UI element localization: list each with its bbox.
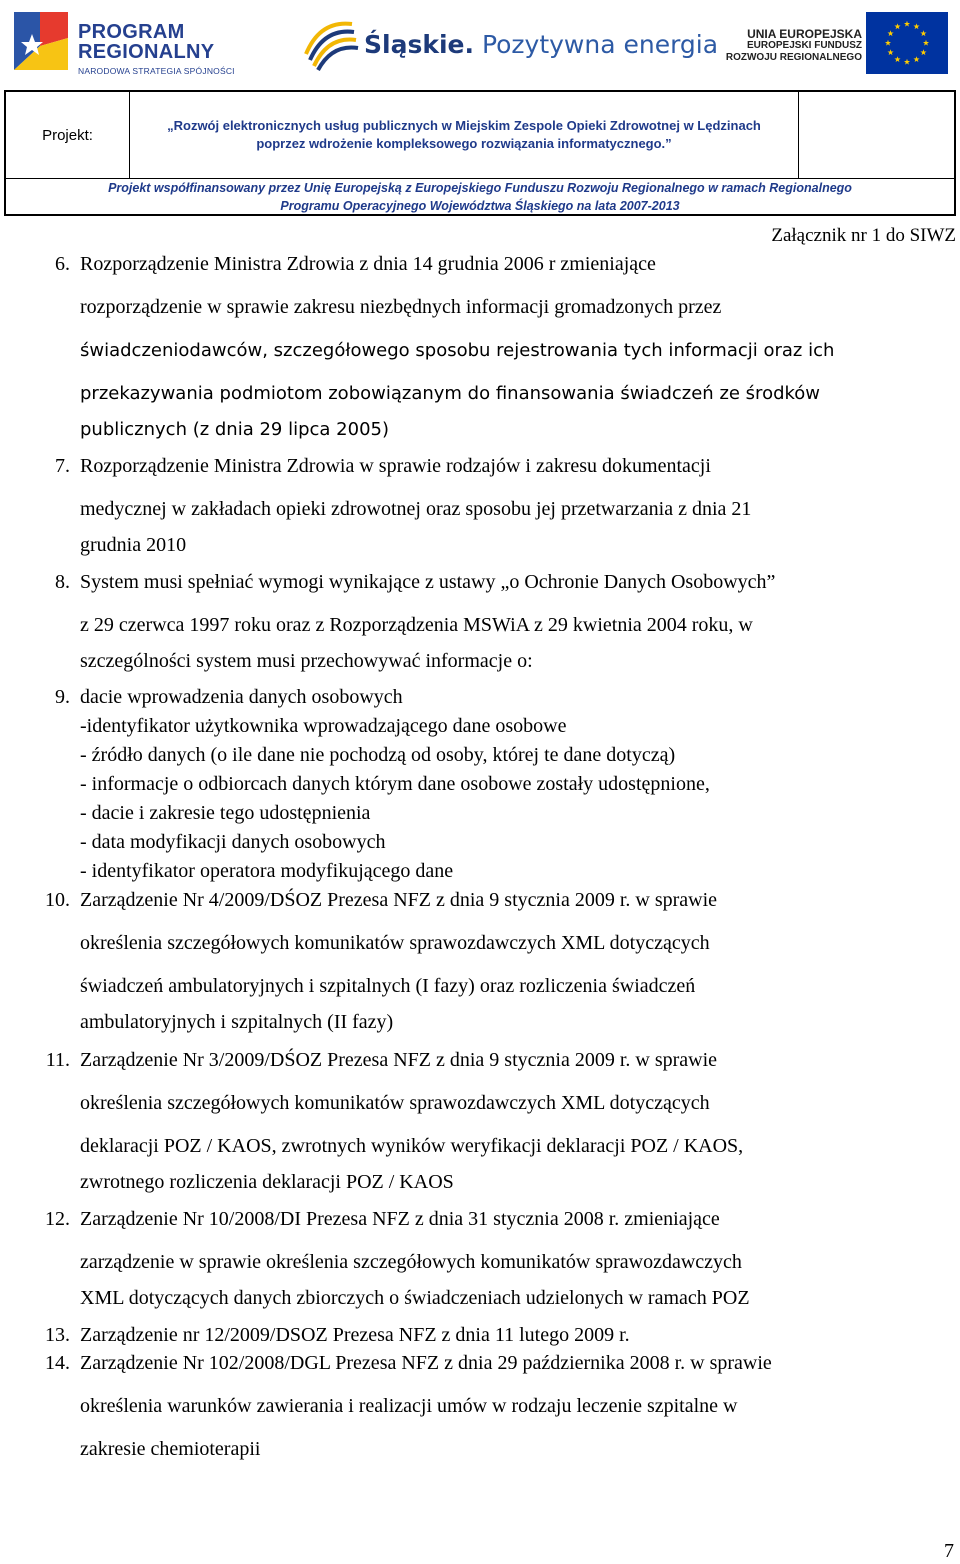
program-logo-subtitle: NARODOWA STRATEGIA SPÓJNOŚCI [78,66,235,76]
list-item-number: 9. [55,686,70,708]
list-item-number: 13. [45,1324,70,1346]
list-item-number: 14. [45,1352,70,1374]
slaskie-swirl-icon [300,14,360,74]
cofinance-statement: Projekt współfinansowany przez Unię Europejską z Europejskiego Funduszu Rozwoju Regionalnego w ramach Regionalnego Programu Operacyjnego Województwa Śląskiego na lata 2007-2013 [108,180,852,213]
page-number: 7 [944,1540,954,1562]
list-item-text: Zarządzenie Nr 4/2009/DŚOZ Prezesa NFZ z dnia 9 stycznia 2009 r. w sprawie określenia szczegółowych komunikatów sprawozdawczych XML dotyczących świadczeń ambulatoryjnych i szpitalnych (I fazy) oraz rozliczenia świadczeń ambulatoryjnych i szpitalnych (II fazy) [80,889,718,1033]
list-item-number: 11. [45,1049,70,1071]
list-item-text: Zarządzenie Nr 3/2009/DŚOZ Prezesa NFZ z dnia 9 stycznia 2009 r. w sprawie określenia szczegółowych komunikatów sprawozdawczych XML dotyczących deklaracji POZ / KAOS, zwrotnych wyników weryfikacji deklaracji POZ / KAOS, zwrotnego rozliczenia deklaracji POZ / KAOS [80,1049,744,1193]
list-item-text: Zarządzenie Nr 102/2008/DGL Prezesa NFZ z dnia 29 października 2008 r. w sprawie określenia warunków zawierania i realizacji umów w rodzaju leczenie szpitalne w zakresie chemioterapii [80,1352,772,1460]
eu-logo [725,10,954,76]
list-item-text: Rozporządzenie Ministra Zdrowia z dnia 14 grudnia 2006 r zmieniające rozporządzenie w sprawie zakresu niezbędnych informacji gromadzonych przez świadczeniodawców, szczegółowego sposobu rejestrowania tych informacji oraz ich przekazywania podmiotom zobowiązanym do finansowania świadczeń ze środków publicznych (z dnia 29 lipca 2005) [80,253,835,440]
list-item-number: 10. [45,889,70,911]
annex-label: Załącznik nr 1 do SIWZ [771,225,956,246]
slaskie-logo [300,14,719,74]
eu-flag-icon [866,12,948,74]
list-item-number: 8. [55,571,70,593]
project-label: Projekt: [6,92,130,178]
list-item-number: 12. [45,1208,70,1230]
list-item-number: 6. [55,253,70,275]
program-logo-title: PROGRAM REGIONALNY [78,21,215,63]
list-item-text: Zarządzenie nr 12/2009/DSOZ Prezesa NFZ z dnia 11 lutego 2009 r. [80,1324,630,1346]
list-item-number: 7. [55,455,70,477]
program-regionalny-logo [10,8,235,78]
list-item-text: Zarządzenie Nr 10/2008/DI Prezesa NFZ z dnia 31 stycznia 2008 r. zmieniające zarządzenie w sprawie określenia szczegółowych komunikatów sprawozdawczych XML dotyczących danych zbiorczych o świadczeniach udzielonych w ramach POZ [80,1208,750,1309]
eu-logo-text: UNIA EUROPEJSKA EUROPEJSKI FUNDUSZ ROZWOJU REGIONALNEGO [725,27,862,63]
logo-band [0,0,960,90]
project-info-table [4,90,956,216]
project-row [6,92,954,179]
project-title: „Rozwój elektronicznych usług publicznych w Miejskim Zespole Opieki Zdrowotnej w Lędzinach poprzez wdrożenie kompleksowego rozwiązania informatycznego.” [130,92,799,178]
slaskie-logo-text: Śląskie. Pozytywna energia [364,30,719,59]
list-item-text: Rozporządzenie Ministra Zdrowia w sprawie rodzajów i zakresu dokumentacji medycznej w zakładach opieki zdrowotnej oraz sposobu jej przetwarzania z dnia 21 grudnia 2010 [80,455,752,556]
list-item-text: dacie wprowadzenia danych osobowych -identyfikator użytkownika wprowadzającego dane osobowe - źródło danych (o ile dane nie pochodzą od osoby, której te dane dotyczą) - informacje o odbiorcach danych którym dane osobowe zostały udostępnione, - dacie i zakresie tego udostępnienia - data modyfikacji danych osobowych - identyfikator operatora modyfikującego dane [80,686,710,882]
program-flag-icon [10,8,72,74]
list-item-text: System musi spełniać wymogi wynikające z ustawy „o Ochronie Danych Osobowych” z 29 czerwca 1997 roku oraz z Rozporządzenia MSWiA z 29 kwietnia 2004 roku, w szczególności system musi przechowywać informacje o: [80,571,776,672]
project-empty-cell [799,92,954,178]
